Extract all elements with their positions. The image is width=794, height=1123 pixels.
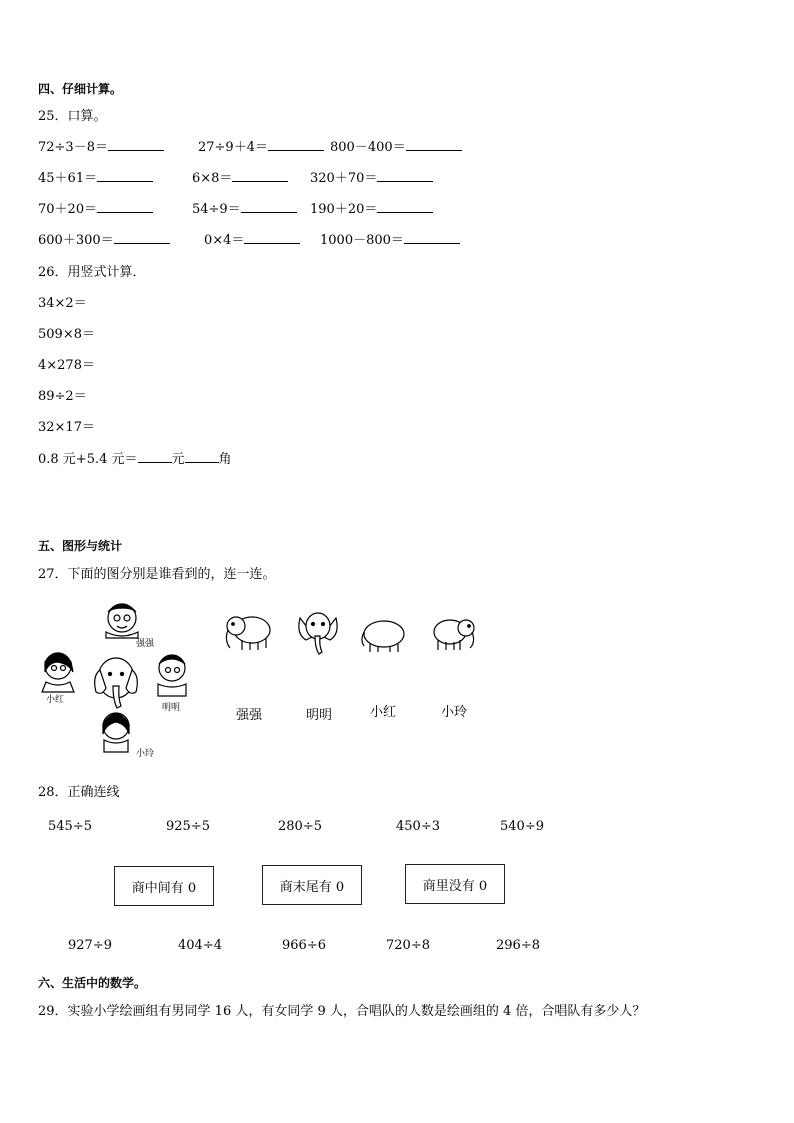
vertical-calc-item: 34×2＝: [38, 296, 87, 311]
view-label: 小玲: [441, 705, 468, 720]
child-label-qiangqiang: 强强: [136, 639, 155, 649]
section6-title: 六、生活中的数学。: [38, 976, 147, 990]
vertical-calc-item: 89÷2＝: [38, 389, 87, 404]
oral-calc-item: 72÷3－8＝: [38, 136, 164, 155]
oral-calc-item: 27÷9＋4＝: [198, 136, 324, 155]
oral-calc-item: 54÷9＝: [192, 198, 297, 217]
oral-calc-item: 0×4＝: [204, 229, 300, 248]
view-label: 强强: [236, 708, 263, 723]
oral-calc-item: 45＋61＝: [38, 167, 153, 186]
section4-title: 四、仔细计算。: [38, 82, 123, 96]
oral-calc-item: 600＋300＝: [38, 229, 170, 248]
division-bottom-item[interactable]: 296÷8: [496, 938, 540, 953]
answer-blank[interactable]: [108, 138, 164, 151]
answer-blank[interactable]: [377, 200, 433, 213]
q29-text: 29．实验小学绘画组有男同学 16 人，有女同学 9 人，合唱队的人数是绘画组的 4 倍，合唱队有多少人？: [38, 1004, 646, 1019]
division-bottom-item[interactable]: 966÷6: [282, 938, 326, 953]
vertical-calc-item: 509×8＝: [38, 327, 95, 342]
oral-calc-item: 70＋20＝: [38, 198, 153, 217]
answer-blank[interactable]: [406, 138, 462, 151]
division-top-item[interactable]: 925÷5: [166, 819, 210, 834]
answer-blank[interactable]: [97, 169, 153, 182]
division-top-item[interactable]: 280÷5: [278, 819, 322, 834]
view-label: 小红: [370, 705, 397, 720]
child-label-xiaohong: 小红: [46, 695, 65, 705]
oral-calc-item: 320＋70＝: [310, 167, 433, 186]
money-calc-item: 0.8 元+5.4 元＝ 元 角: [38, 452, 232, 467]
answer-blank[interactable]: [241, 200, 297, 213]
child-xiaoling-icon: [103, 713, 129, 752]
oral-calc-item: 6×8＝: [192, 167, 288, 186]
division-bottom-item[interactable]: 720÷8: [386, 938, 430, 953]
elephant-center-icon: [95, 658, 138, 708]
answer-blank[interactable]: [97, 200, 153, 213]
children-elephant-figure: [40, 598, 200, 768]
answer-blank[interactable]: [114, 231, 170, 244]
division-top-item[interactable]: 545÷5: [48, 819, 92, 834]
child-xiaohong-icon: [42, 653, 74, 692]
division-bottom-item[interactable]: 927÷9: [68, 938, 112, 953]
division-top-item[interactable]: 450÷3: [396, 819, 440, 834]
division-bottom-item[interactable]: 404÷4: [178, 938, 222, 953]
category-box[interactable]: 商中间有 0: [114, 866, 214, 906]
elephant-back-view-icon: [360, 618, 408, 654]
child-label-xiaoling: 小玲: [136, 749, 155, 759]
oral-calc-item: 1000－800＝: [320, 229, 460, 248]
answer-blank[interactable]: [377, 169, 433, 182]
answer-blank[interactable]: [232, 169, 288, 182]
answer-blank[interactable]: [244, 231, 300, 244]
child-qiangqiang-icon: [106, 604, 138, 638]
category-box[interactable]: 商里没有 0: [405, 864, 505, 904]
jiao-blank[interactable]: [185, 450, 219, 463]
yuan-blank[interactable]: [138, 450, 172, 463]
answer-blank[interactable]: [268, 138, 324, 151]
child-label-mingming: 明明: [162, 703, 181, 713]
oral-calc-item: 800－400＝: [330, 136, 462, 155]
q26-label: 26．用竖式计算．: [38, 265, 146, 280]
view-label: 明明: [306, 708, 333, 723]
elephant-side-view-icon: [222, 612, 274, 652]
q28-label: 28．正确连线: [38, 785, 120, 800]
section5-title: 五、图形与统计: [38, 539, 123, 553]
vertical-calc-item: 4×278＝: [38, 358, 95, 373]
child-mingming-icon: [158, 655, 186, 696]
category-box[interactable]: 商末尾有 0: [262, 865, 362, 905]
q27-label: 27．下面的图分别是谁看到的，连一连。: [38, 567, 276, 582]
elephant-front-view-icon: [296, 610, 340, 656]
division-top-item[interactable]: 540÷9: [500, 819, 544, 834]
elephant-other-side-view-icon: [430, 614, 478, 652]
q25-label: 25．口算。: [38, 109, 107, 124]
oral-calc-item: 190＋20＝: [310, 198, 433, 217]
answer-blank[interactable]: [404, 231, 460, 244]
vertical-calc-item: 32×17＝: [38, 420, 95, 435]
